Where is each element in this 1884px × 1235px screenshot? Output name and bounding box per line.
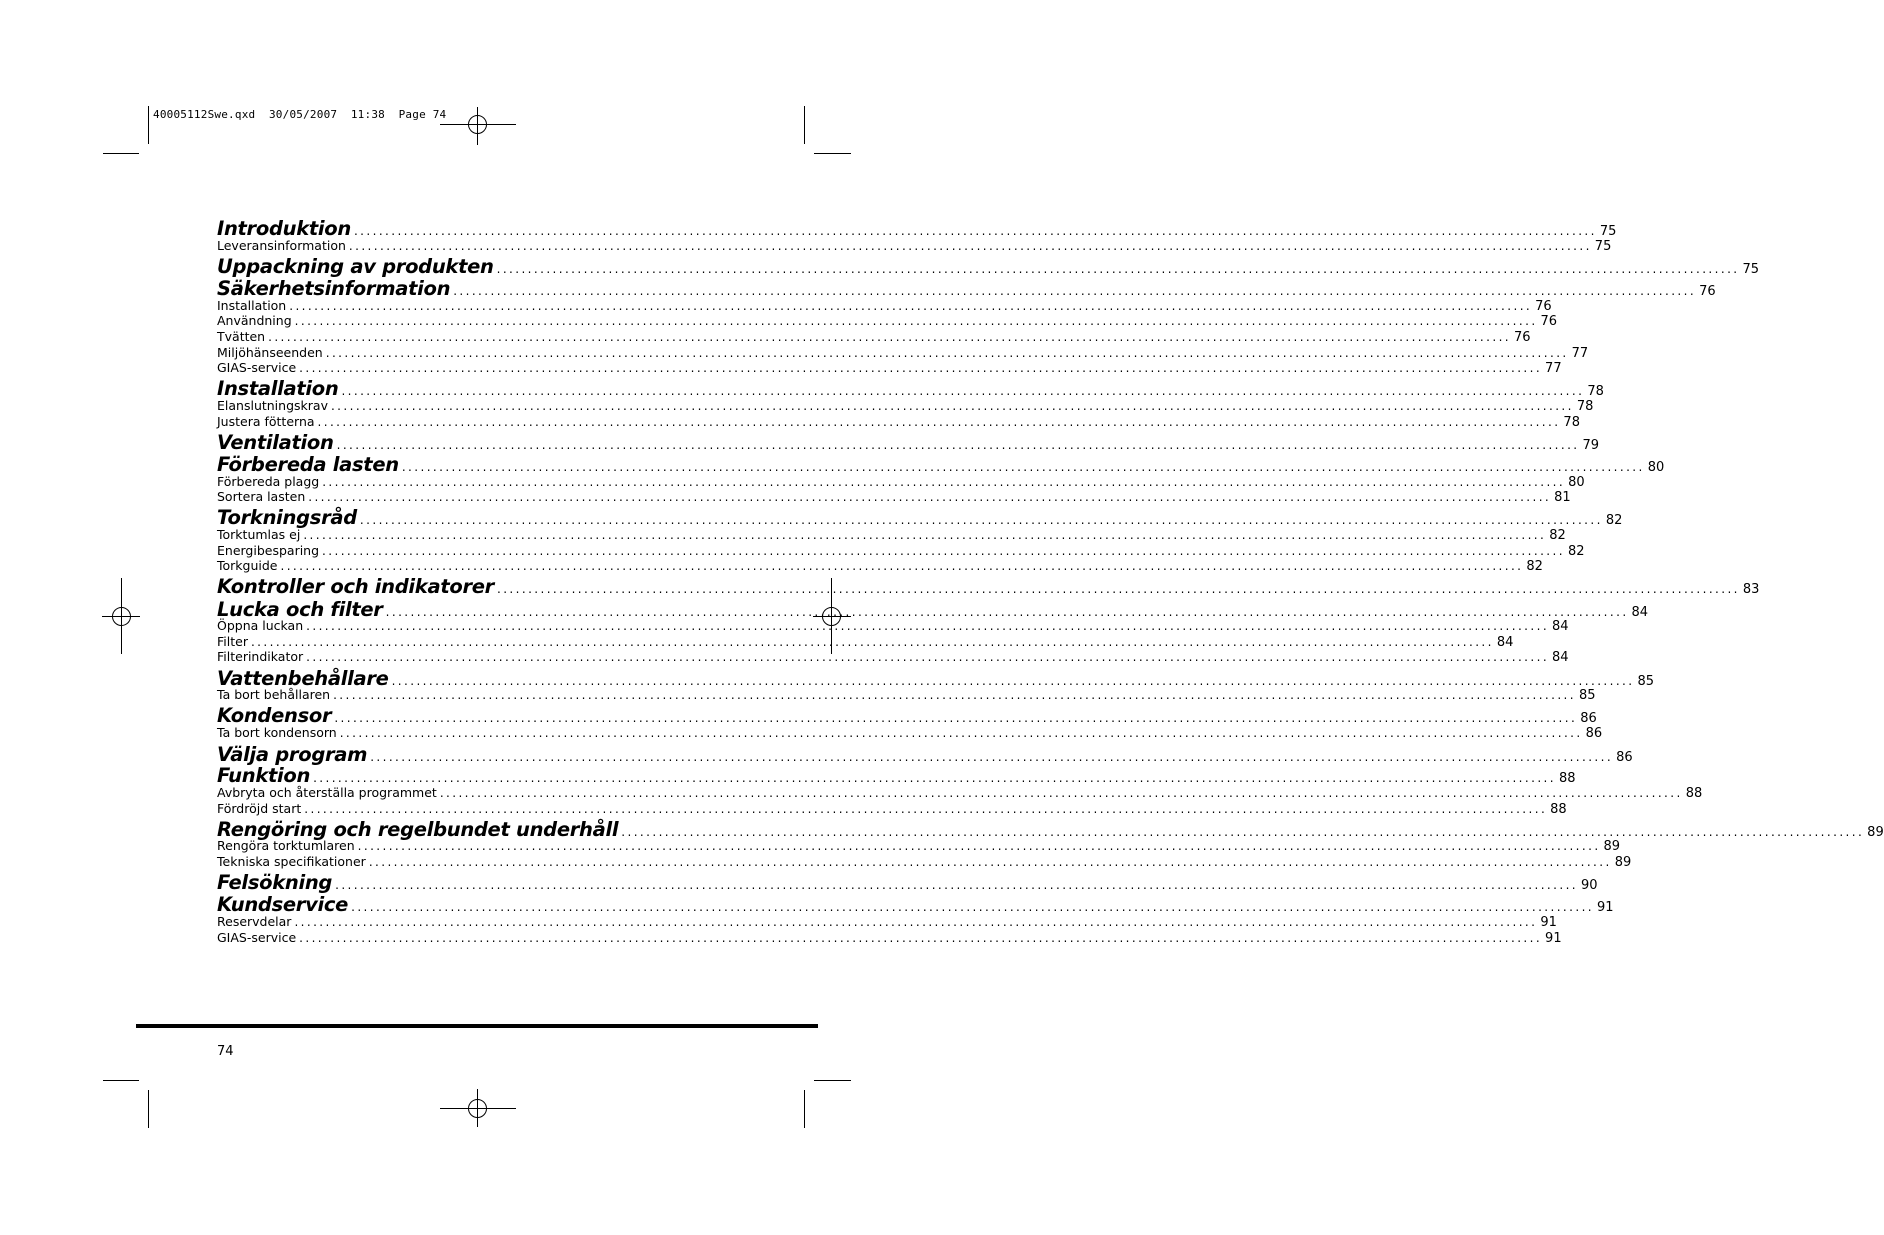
toc-entry	[217, 329, 1531, 345]
toc-title: Ta bort behållaren	[217, 687, 331, 702]
toc-entry	[217, 527, 1566, 543]
toc-title: Välja program	[217, 743, 368, 766]
toc-page: 77	[1545, 361, 1562, 376]
toc-title: Justera fötterna	[217, 414, 315, 429]
toc-leader: ........................................................................................................................................................................................................	[250, 635, 1494, 649]
toc-page: 82	[1605, 513, 1623, 528]
registration-mark-left	[102, 578, 140, 658]
toc-entry	[217, 687, 1596, 703]
toc-title: Filter	[217, 634, 248, 649]
toc-title: GIAS-service	[217, 360, 297, 375]
toc-title: Energibesparing	[217, 543, 320, 558]
toc-page: 85	[1578, 688, 1596, 703]
toc-entry	[217, 930, 1562, 946]
toc-title: Kondensor	[217, 704, 332, 727]
toc-page: 83	[1742, 582, 1760, 597]
toc-leader: ........................................................................................................................................................................................................	[391, 674, 1635, 688]
crop-mark-bottom-right-h	[814, 1080, 851, 1081]
toc-entry	[217, 345, 1589, 361]
toc-page: 91	[1540, 915, 1557, 930]
toc-leader: ........................................................................................................................................................................................................	[308, 490, 1552, 504]
toc-page: 77	[1571, 346, 1589, 361]
crop-mark-bottom-left-v	[148, 1090, 149, 1128]
toc-entry	[217, 543, 1585, 559]
toc-entry	[217, 398, 1594, 414]
toc-page: 76	[1514, 330, 1531, 345]
toc-leader: ........................................................................................................................................................................................................	[299, 361, 1543, 375]
toc-page: 80	[1647, 460, 1665, 475]
toc-page: 84	[1552, 619, 1569, 634]
toc-title: Förbereda plagg	[217, 474, 320, 489]
toc-entry	[217, 313, 1558, 329]
toc-leader: ........................................................................................................................................................................................................	[317, 415, 1561, 429]
toc-title: Vattenbehållare	[217, 667, 389, 690]
toc-leader: ........................................................................................................................................................................................................	[268, 330, 1511, 344]
registration-mark-top	[440, 107, 516, 149]
toc-page: 89	[1867, 825, 1884, 840]
toc-leader: ........................................................................................................................................................................................................	[401, 460, 1645, 474]
toc-page: 88	[1685, 786, 1703, 801]
toc-title: Lucka och filter	[217, 598, 383, 621]
toc-title: Ventilation	[217, 431, 334, 454]
toc-leader: ........................................................................................................................................................................................................	[453, 284, 1697, 298]
toc-title: Torktumlas ej	[217, 527, 301, 542]
toc-entry	[217, 277, 1716, 300]
toc-page: 86	[1585, 726, 1603, 741]
toc-leader: ........................................................................................................................................................................................................	[353, 224, 1597, 238]
toc-leader: ........................................................................................................................................................................................................	[303, 528, 1547, 542]
toc-page: 78	[1563, 415, 1580, 430]
toc-page: 84	[1631, 605, 1649, 620]
toc-title: GIAS-service	[217, 930, 297, 945]
toc-entry	[217, 649, 1569, 665]
toc-entry	[217, 704, 1597, 727]
toc-entry	[217, 785, 1703, 801]
toc-leader: ........................................................................................................................................................................................................	[304, 802, 1548, 816]
toc-page: 75	[1594, 239, 1612, 254]
toc-title: Funktion	[217, 764, 311, 787]
toc-title: Reservdelar	[217, 914, 292, 929]
toc-title: Avbryta och återställa programmet	[217, 785, 437, 800]
toc-title: Filterindikator	[217, 649, 304, 664]
toc-leader: ........................................................................................................................................................................................................	[385, 605, 1629, 619]
toc-entry	[217, 667, 1655, 690]
toc-entry	[217, 618, 1569, 634]
toc-title: Miljöhänseenden	[217, 345, 323, 360]
toc-entry	[217, 801, 1567, 817]
toc-entry	[217, 575, 1760, 598]
toc-leader: ........................................................................................................................................................................................................	[299, 931, 1543, 945]
toc-entry	[217, 506, 1623, 529]
toc-title: Ta bort kondensorn	[217, 725, 337, 740]
toc-title: Installation	[217, 298, 287, 313]
toc-page: 82	[1549, 528, 1566, 543]
toc-entry	[217, 474, 1585, 490]
toc-title: Sortera lasten	[217, 489, 306, 504]
toc-page: 86	[1616, 750, 1633, 765]
toc-leader: ........................................................................................................................................................................................................	[330, 399, 1574, 413]
toc-page: 91	[1545, 931, 1562, 946]
toc-leader: ........................................................................................................................................................................................................	[351, 900, 1594, 914]
toc-page: 89	[1603, 839, 1621, 854]
registration-mark-bottom	[440, 1089, 516, 1131]
toc-leader: ........................................................................................................................................................................................................	[359, 513, 1603, 527]
toc-entry	[217, 453, 1665, 476]
toc-leader: ........................................................................................................................................................................................................	[357, 839, 1601, 853]
toc-title: Tvätten	[217, 329, 266, 344]
crop-mark-top-right-h	[814, 153, 851, 154]
toc-entry	[217, 634, 1514, 650]
crop-mark-top-left-v	[148, 106, 149, 144]
toc-title: Rengöra torktumlaren	[217, 838, 355, 853]
toc-leader: ........................................................................................................................................................................................................	[348, 239, 1592, 253]
toc-page: 85	[1637, 674, 1655, 689]
toc-page: 86	[1580, 711, 1597, 726]
toc-page: 82	[1526, 559, 1543, 574]
toc-page: 75	[1599, 224, 1617, 239]
toc-title: Felsökning	[217, 871, 333, 894]
toc-title: Torkningsråd	[217, 506, 357, 529]
toc-title: Förbereda lasten	[217, 453, 399, 476]
toc-leader: ........................................................................................................................................................................................................	[306, 650, 1550, 664]
toc-title: Uppackning av produkten	[217, 255, 494, 278]
toc-page: 76	[1699, 284, 1716, 299]
toc-title: Användning	[217, 313, 292, 328]
toc-leader: ........................................................................................................................................................................................................	[341, 384, 1585, 398]
toc-leader: ........................................................................................................................................................................................................	[439, 786, 1683, 800]
toc-leader: ........................................................................................................................................................................................................	[621, 825, 1865, 839]
toc-entry	[217, 854, 1632, 870]
toc-entry	[217, 818, 1884, 841]
toc-title: Rengöring och regelbundet underhåll	[217, 818, 619, 841]
toc-leader: ........................................................................................................................................................................................................	[294, 915, 1538, 929]
print-slug: 40005112Swe.qxd 30/05/2007 11:38 Page 74	[153, 108, 447, 121]
toc-page: 88	[1550, 802, 1567, 817]
footer-rule	[136, 1024, 818, 1028]
toc-page: 91	[1597, 900, 1614, 915]
toc-leader: ........................................................................................................................................................................................................	[313, 771, 1556, 785]
toc-title: Öppna luckan	[217, 618, 304, 633]
toc-page: 75	[1742, 262, 1760, 277]
toc-leader: ........................................................................................................................................................................................................	[289, 299, 1533, 313]
toc-title: Fördröjd start	[217, 801, 302, 816]
toc-leader: ........................................................................................................................................................................................................	[336, 438, 1580, 452]
toc-entry	[217, 255, 1760, 278]
toc-page: 78	[1587, 384, 1604, 399]
toc-page: 81	[1554, 490, 1571, 505]
toc-entry	[217, 298, 1552, 314]
toc-entry	[217, 414, 1580, 430]
toc-leader: ........................................................................................................................................................................................................	[294, 314, 1538, 328]
crop-mark-bottom-left-h	[103, 1080, 139, 1081]
toc-entry	[217, 238, 1612, 254]
toc-leader: ........................................................................................................................................................................................................	[370, 750, 1614, 764]
toc-entry	[217, 217, 1617, 240]
toc-entry	[217, 871, 1598, 894]
toc-title: Leveransinformation	[217, 238, 346, 253]
toc-entry	[217, 893, 1614, 916]
toc-page: 90	[1581, 878, 1598, 893]
toc-leader: ........................................................................................................................................................................................................	[322, 475, 1566, 489]
toc-title: Elanslutningskrav	[217, 398, 328, 413]
toc-entry	[217, 489, 1571, 505]
toc-page: 84	[1496, 635, 1514, 650]
toc-leader: ........................................................................................................................................................................................................	[306, 619, 1550, 633]
toc-entry	[217, 743, 1633, 766]
toc-leader: ........................................................................................................................................................................................................	[339, 726, 1583, 740]
toc-title: Installation	[217, 377, 339, 400]
toc-title: Tekniska specifikationer	[217, 854, 366, 869]
toc-title: Kundservice	[217, 893, 349, 916]
toc-title: Torkguide	[217, 558, 278, 573]
toc-leader: ........................................................................................................................................................................................................	[335, 878, 1578, 892]
toc-entry	[217, 764, 1576, 787]
toc-entry	[217, 914, 1557, 930]
toc-leader: ........................................................................................................................................................................................................	[497, 582, 1740, 596]
toc-leader: ........................................................................................................................................................................................................	[322, 544, 1565, 558]
toc-page: 76	[1540, 314, 1558, 329]
toc-entry	[217, 377, 1604, 400]
toc-entry	[217, 360, 1562, 376]
toc-leader: ........................................................................................................................................................................................................	[280, 559, 1524, 573]
crop-mark-bottom-right-v	[804, 1090, 805, 1128]
toc-page: 88	[1558, 771, 1576, 786]
toc-leader: ........................................................................................................................................................................................................	[333, 688, 1576, 702]
crop-mark-top-right-v	[804, 106, 805, 144]
toc-leader: ........................................................................................................................................................................................................	[368, 855, 1612, 869]
toc-page: 82	[1567, 544, 1585, 559]
toc-page: 89	[1614, 855, 1632, 870]
toc-title: Kontroller och indikatorer	[217, 575, 494, 598]
toc-leader: ........................................................................................................................................................................................................	[325, 346, 1569, 360]
toc-entry	[217, 558, 1543, 574]
toc-page: 80	[1568, 475, 1585, 490]
toc-page: 78	[1576, 399, 1594, 414]
toc-page: 79	[1582, 438, 1600, 453]
toc-leader: ........................................................................................................................................................................................................	[496, 262, 1740, 276]
toc-entry	[217, 431, 1600, 454]
toc-entry	[217, 725, 1603, 741]
toc-title: Säkerhetsinformation	[217, 277, 451, 300]
toc-leader: ........................................................................................................................................................................................................	[334, 711, 1578, 725]
page-number: 74	[217, 1044, 234, 1059]
crop-mark-top-left-h	[103, 153, 139, 154]
toc-page: 84	[1552, 650, 1569, 665]
toc-title: Introduktion	[217, 217, 351, 240]
toc-page: 76	[1535, 299, 1552, 314]
toc-entry	[217, 838, 1621, 854]
toc-entry	[217, 598, 1649, 621]
